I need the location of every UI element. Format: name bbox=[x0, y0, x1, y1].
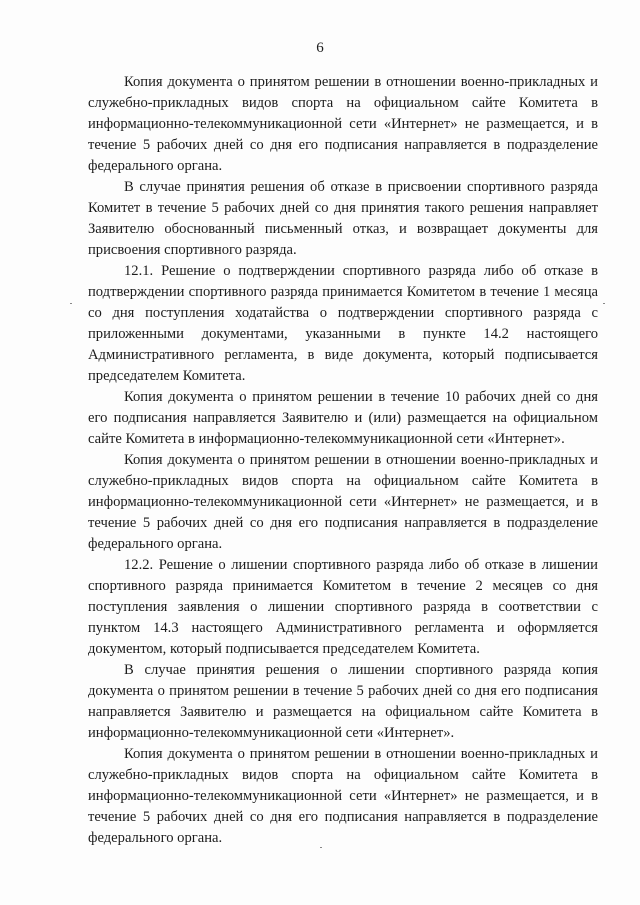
document-body bbox=[88, 72, 598, 849]
scan-speck bbox=[320, 847, 322, 848]
paragraph-7: В случае принятия решения о лишении спортивного разряда копия документа о принятом решении в течение 5 рабочих дней со дня его подписания направляется Заявителю и размещается на официальном сайте Комитета в информационно-телекоммуникационной сети «Интернет». bbox=[88, 662, 598, 741]
paragraph-5: Копия документа о принятом решении в отношении военно-прикладных и служебно-прикладных видов спорта на официальном сайте Комитета в информационно-телекоммуникационной сети «Интернет» не размещается, и в течение 5 рабочих дней со дня его подписания направляется в подразделение федерального органа. bbox=[88, 452, 598, 552]
page-number: 6 bbox=[316, 40, 324, 56]
paragraph-8: Копия документа о принятом решении в отношении военно-прикладных и служебно-прикладных видов спорта на официальном сайте Комитета в информационно-телекоммуникационной сети «Интернет» не размещается, и в течение 5 рабочих дней со дня его подписания направляется в подразделение федерального органа. bbox=[88, 746, 598, 846]
paragraph-4: Копия документа о принятом решении в течение 10 рабочих дней со дня его подписания направляется Заявителю и (или) размещается на официальном сайте Комитета в информационно-телекоммуникационной сети «Интернет». bbox=[88, 389, 598, 447]
paragraph-2: В случае принятия решения об отказе в присвоении спортивного разряда Комитет в течение 5 рабочих дней со дня принятия такого решения направляет Заявителю обоснованный письменный отказ, и возвращает документы для присвоения спортивного разряда. bbox=[88, 179, 598, 258]
paragraph-1: Копия документа о принятом решении в отношении военно-прикладных и служебно-прикладных видов спорта на официальном сайте Комитета в информационно-телекоммуникационной сети «Интернет» не размещается, и в течение 5 рабочих дней со дня его подписания направляется в подразделение федерального органа. bbox=[88, 74, 598, 174]
paragraph-3: 12.1. Решение о подтверждении спортивного разряда либо об отказе в подтверждении спортивного разряда принимается Комитетом в течение 1 месяца со дня поступления ходатайства о подтверждении спортивного разряда с приложенными документами, указанными в пункте 14.2 настоящего Административного регламента, в виде документа, который подписывается председателем Комитета. bbox=[88, 263, 598, 384]
scan-speck bbox=[70, 303, 72, 304]
scan-speck bbox=[603, 303, 605, 304]
paragraph-6: 12.2. Решение о лишении спортивного разряда либо об отказе в лишении спортивного разряда принимается Комитетом в течение 2 месяцев со дня поступления заявления о лишении спортивного разряда в соответствии с пунктом 14.3 настоящего Административного регламента и оформляется документом, который подписывается председателем Комитета. bbox=[88, 557, 598, 657]
